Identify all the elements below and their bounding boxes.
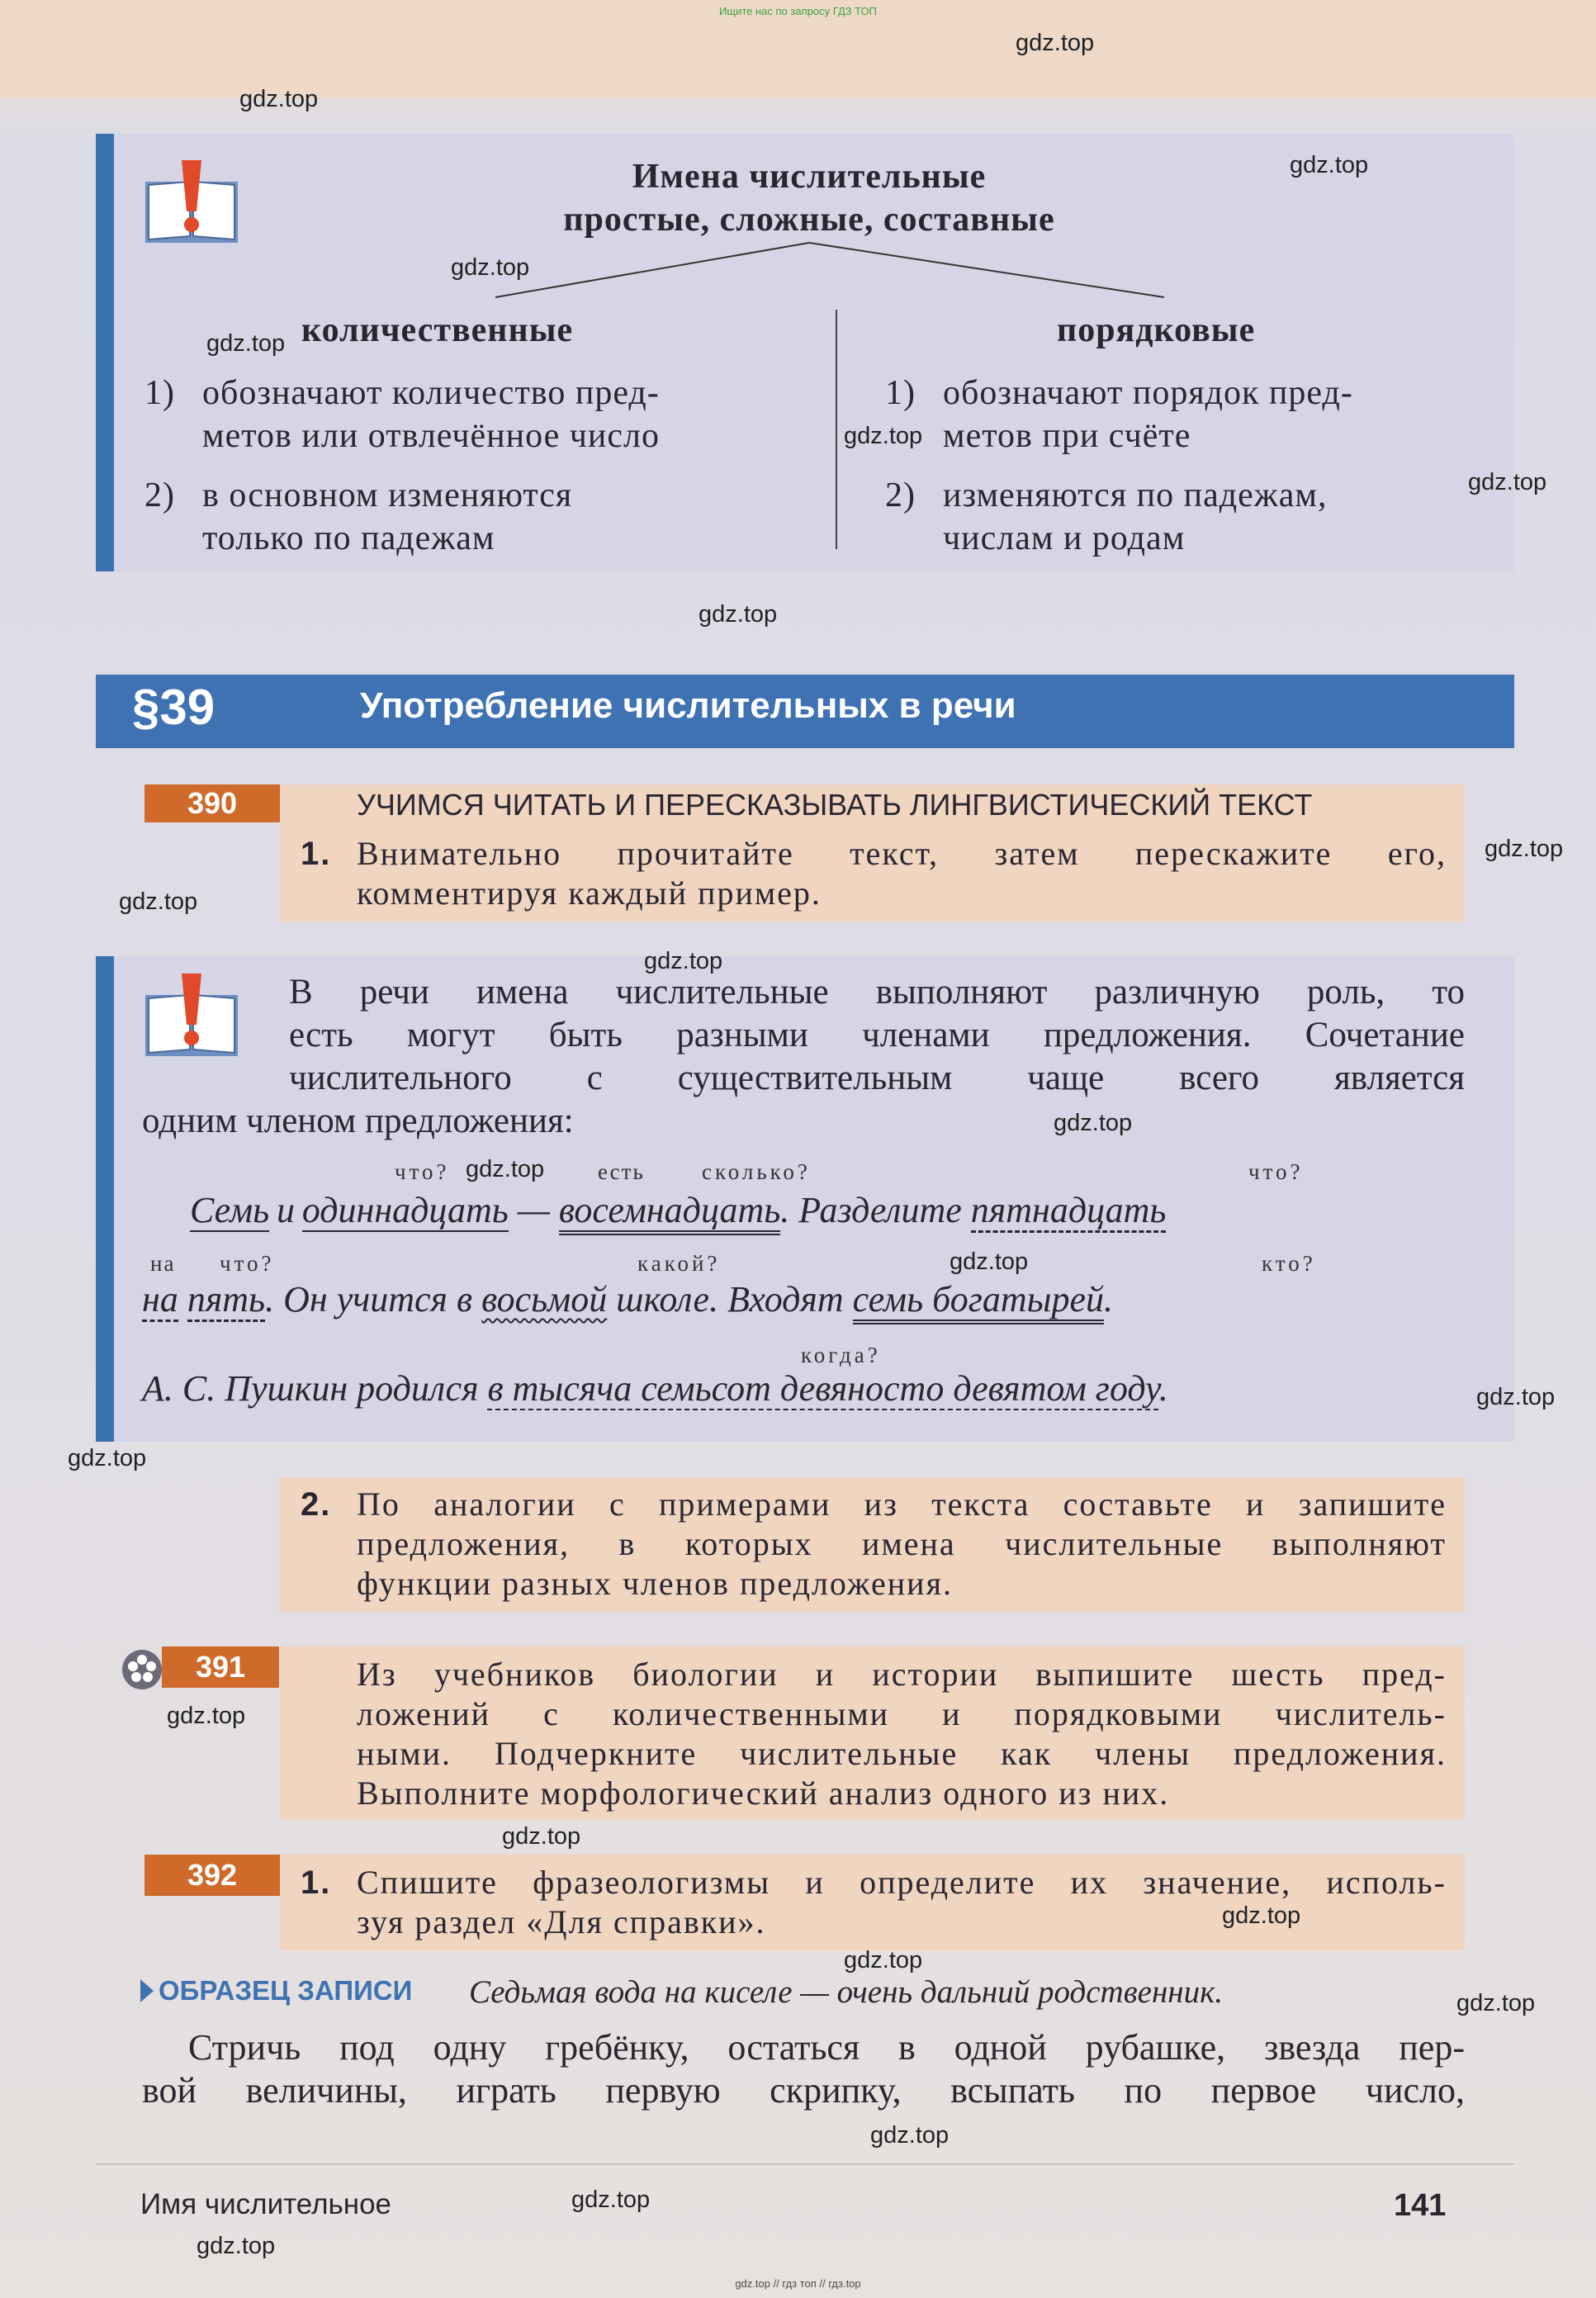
exercise-390-number: 390 <box>144 784 280 822</box>
left-item-2-l2: только по падежам <box>202 519 495 557</box>
ex-word: пять <box>187 1279 265 1322</box>
example-line-1 <box>190 1189 1166 1231</box>
watermark: gdz.top <box>451 254 530 281</box>
sample-label: ОБРАЗЕЦ ЗАПИСИ <box>140 1975 412 2007</box>
ex-word: А. С. Пушкин родился <box>142 1368 479 1409</box>
phrases-line2: вой величины, играть первую скрипку, всыпать по первое число, <box>142 2070 1465 2111</box>
exclamation-book-icon <box>142 970 241 1059</box>
watermark: gdz.top <box>197 2233 276 2259</box>
watermark: gdz.top <box>502 1823 581 1850</box>
left-item-1-l1: обозначают количество пред- <box>202 374 660 412</box>
ex391-line4: Выполните морфологический анализ одного из них. <box>357 1774 1170 1812</box>
rule-bar <box>96 134 114 571</box>
section-title: Употребление числительных в речи <box>360 685 1016 726</box>
watermark: gdz.top <box>844 1947 923 1973</box>
ex-word: школе. Входят <box>616 1279 844 1320</box>
watermark: gdz.top <box>206 330 286 357</box>
ex-word: в тысяча семьсот девяносто девятом году <box>487 1368 1159 1409</box>
ex391-line1: Из учебников биологии и истории выпишите шесть пред- <box>357 1656 1447 1693</box>
task1-number: 1. <box>301 836 332 872</box>
task1-line2: комментируя каждый пример. <box>357 874 822 912</box>
right-head: порядковые <box>1057 311 1256 349</box>
right-item-2-l1: изменяются по падежам, <box>943 476 1328 514</box>
left-item-1-num: 1) <box>144 374 175 412</box>
ex-word: восемнадцать <box>559 1190 780 1235</box>
ex-word: . Он учится в <box>265 1279 473 1320</box>
left-item-2-num: 2) <box>144 476 175 514</box>
task2-line1: По аналогии с примерами из текста составьте и запишите <box>357 1485 1447 1523</box>
watermark: gdz.top <box>119 888 198 915</box>
top-note[interactable]: Ищите нас по запросу ГДЗ ТОП <box>719 5 877 17</box>
watermark: gdz.top <box>699 601 778 628</box>
watermark: gdz.top <box>1222 1902 1301 1929</box>
watermark: gdz.top <box>1476 1384 1556 1410</box>
exercise-392-number: 392 <box>144 1855 280 1896</box>
ex-word: пятнадцать <box>971 1190 1167 1233</box>
sample-text: Седьмая вода на киселе — очень дальний родственник. <box>469 1974 1224 2010</box>
task2-line2: предложения, в которых имена числительные выполняют <box>357 1525 1447 1562</box>
watermark: gdz.top <box>1016 30 1095 56</box>
watermark: gdz.top <box>644 948 723 974</box>
example-line-2 <box>142 1278 1113 1320</box>
footer-chapter: Имя числительное <box>140 2188 392 2220</box>
ex-word: . <box>1158 1368 1168 1409</box>
watermark: gdz.top <box>1290 152 1369 178</box>
watermark: gdz.top <box>68 1445 147 1471</box>
question-label: какой? <box>637 1251 721 1276</box>
ex-word: Семь <box>190 1190 270 1230</box>
ex-word: . Разделите <box>780 1190 962 1230</box>
footer-divider <box>96 2163 1514 2165</box>
question-label: есть <box>598 1159 645 1184</box>
right-item-1-l2: метов при счёте <box>943 417 1191 455</box>
ex-word: одиннадцать <box>301 1190 509 1230</box>
question-label: что? <box>395 1159 450 1184</box>
question-label: что? <box>220 1251 275 1276</box>
left-head: количественные <box>301 311 574 349</box>
ex-word: . <box>1103 1279 1113 1320</box>
rule2-line2: есть могут быть разными членами предложения. Сочетание <box>289 1016 1465 1054</box>
ex-word: на <box>142 1279 178 1322</box>
exercise-390-heading: УЧИМСЯ ЧИТАТЬ И ПЕРЕСКАЗЫВАТЬ ЛИНГВИСТИЧЕСКИЙ ТЕКСТ <box>357 788 1313 822</box>
task2-line3: функции разных членов предложения. <box>357 1565 953 1602</box>
ex392-line2: зуя раздел «Для справки». <box>357 1903 766 1940</box>
phrases-line1: Стричь под одну гребёнку, остаться в одной рубашке, звезда пер- <box>188 2027 1465 2068</box>
watermark: gdz.top <box>1468 469 1547 495</box>
question-label: когда? <box>801 1343 881 1367</box>
left-item-1-l2: метов или отвлечённое число <box>202 417 660 455</box>
column-divider <box>836 310 837 549</box>
exercise-391-number: 391 <box>162 1647 279 1688</box>
page-number: 141 <box>1394 2188 1447 2223</box>
question-label: что? <box>1248 1159 1304 1184</box>
task1-line1: Внимательно прочитайте текст, затем перескажите его, <box>357 835 1447 872</box>
watermark: gdz.top <box>239 86 319 112</box>
rule2-line1: В речи имена числительные выполняют различную роль, то <box>289 973 1465 1012</box>
example-line-3 <box>142 1367 1168 1410</box>
watermark: gdz.top <box>1054 1110 1133 1136</box>
question-label: сколько? <box>702 1159 811 1184</box>
right-item-1-l1: обозначают порядок пред- <box>943 374 1353 412</box>
left-item-2-l1: в основном изменяются <box>202 476 573 514</box>
play-arrow-icon <box>140 1979 154 2002</box>
ex391-line3: ными. Подчеркните числительные как члены предложения. <box>357 1735 1447 1772</box>
rule-title-2: простые, сложные, составные <box>563 201 1055 239</box>
bottom-note[interactable]: gdz.top // гдз топ // гдз.top <box>735 2277 861 2290</box>
ex-dash: — <box>517 1190 550 1230</box>
rule-title-1: Имена числительные <box>632 158 987 196</box>
ex-word: и <box>277 1190 295 1230</box>
ex391-line2: ложений с количественными и порядковыми числитель- <box>357 1695 1447 1732</box>
watermark: gdz.top <box>466 1156 545 1182</box>
right-item-1-num: 1) <box>885 374 916 412</box>
rule2-line4: одним членом предложения: <box>142 1102 574 1140</box>
watermark: gdz.top <box>870 2122 950 2149</box>
question-label: кто? <box>1262 1251 1316 1276</box>
watermark: gdz.top <box>571 2187 651 2213</box>
exclamation-book-icon <box>142 157 241 246</box>
watermark: gdz.top <box>167 1703 246 1729</box>
watermark: gdz.top <box>950 1249 1029 1275</box>
right-item-2-num: 2) <box>885 476 916 514</box>
question-label: на <box>150 1251 176 1276</box>
ex392-line1: Спишите фразеологизмы и определите их значение, исполь- <box>357 1864 1447 1901</box>
rule-bar-2 <box>96 956 114 1442</box>
flower-icon <box>121 1648 163 1691</box>
watermark: gdz.top <box>1456 1990 1536 2016</box>
section-number: §39 <box>132 680 215 735</box>
ex-word: семь богатырей <box>853 1279 1104 1324</box>
ex392-task-number: 1. <box>301 1864 332 1901</box>
right-item-2-l2: числам и родам <box>943 519 1186 557</box>
task2-number: 2. <box>301 1486 332 1523</box>
watermark: gdz.top <box>1485 836 1564 862</box>
rule2-line3: числительного с существительным чаще всего является <box>289 1059 1465 1097</box>
branch-lines <box>479 239 1181 306</box>
watermark: gdz.top <box>844 423 923 449</box>
ex-word: восьмой <box>481 1279 608 1320</box>
